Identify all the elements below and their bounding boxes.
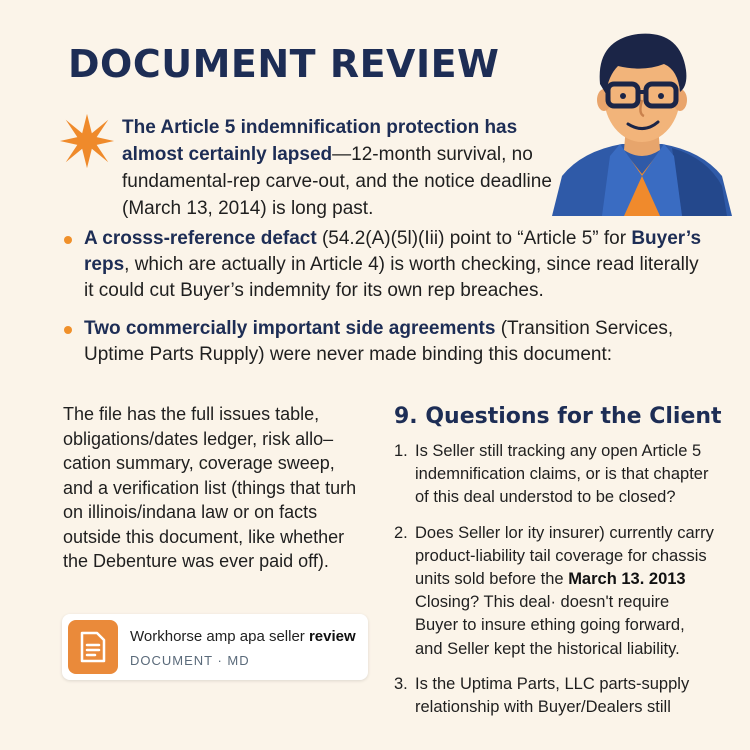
- callout-text: —12-month survival, no fundamental-rep carve-out, and the notice deadline (March 13, 2014) is long past.: [122, 144, 552, 219]
- finding-text: (54.2(A)(5l)(Iii) point to “Article 5” for: [316, 228, 632, 249]
- finding-text: (Transition Services, Uptime Parts Rupply) were never made binding this document:: [84, 318, 674, 365]
- question-text: Does Seller lor ity insurer) currently carry product-liability tail coverage for chassis units sold before the: [415, 523, 714, 589]
- star-burst-icon: [58, 112, 116, 170]
- client-questions-list: [394, 440, 714, 731]
- file-name-text: Workhorse amp apa seller: [130, 628, 309, 645]
- bullet-dot: [64, 236, 72, 244]
- person-avatar-illustration: [552, 26, 732, 216]
- file-name-bold: review: [308, 628, 356, 645]
- file-name: [130, 628, 356, 645]
- question-bold-date: March 13. 2013: [568, 570, 686, 589]
- bullet-dot: [64, 326, 72, 334]
- finding-text-continued: , which are actually in Article 4) is worth checking, since read literally it could cut Buyer’s indemnity for its own rep breaches.: [84, 254, 699, 301]
- finding-cross-reference: [64, 226, 704, 304]
- question-item: [394, 440, 714, 510]
- file-type-label: DOCUMENT · MD: [130, 653, 250, 668]
- questions-heading: 9. Questions for the Client: [394, 404, 722, 429]
- question-item: [394, 522, 714, 661]
- question-number: 2.: [394, 523, 408, 542]
- finding-side-agreements: [64, 316, 704, 368]
- callout-bold-text: The Article 5 indemnification protection has almost certainly lapsed: [122, 117, 518, 165]
- question-text-continued: Closing? This deal· doesn't require Buyer to insure ething going forward, and Seller kept the historical liability.: [415, 593, 685, 658]
- question-text: Is Seller still tracking any open Article 5 indemnification claims, or is that chapter of this deal understod to be closed?: [415, 442, 709, 507]
- question-item: [394, 673, 714, 719]
- document-icon: [68, 620, 118, 674]
- page-title: DOCUMENT REVIEW: [68, 42, 500, 86]
- finding-bold-lead: A crosss-reference defact: [84, 228, 317, 249]
- finding-bold-lead: Two commercially important side agreements: [84, 318, 496, 339]
- finding-bold-term: Buyer’s reps: [84, 228, 702, 275]
- key-findings-list: [64, 226, 704, 380]
- file-summary-paragraph: The file has the full issues table, obligations/dates ledger, risk allo–cation summary, coverage sweep, and a verification list (things that turh on illinois/indana law or on facts outside this document, like whether the Debenture was ever paid off).: [63, 404, 357, 571]
- file-attachment-card[interactable]: [62, 614, 368, 680]
- question-text: Is the Uptima Parts, LLC parts-supply relationship with Buyer/Dealers still: [415, 674, 690, 717]
- lapsed-indemnification-callout: [122, 114, 562, 222]
- question-number: 3.: [394, 674, 408, 693]
- question-number: 1.: [394, 442, 408, 460]
